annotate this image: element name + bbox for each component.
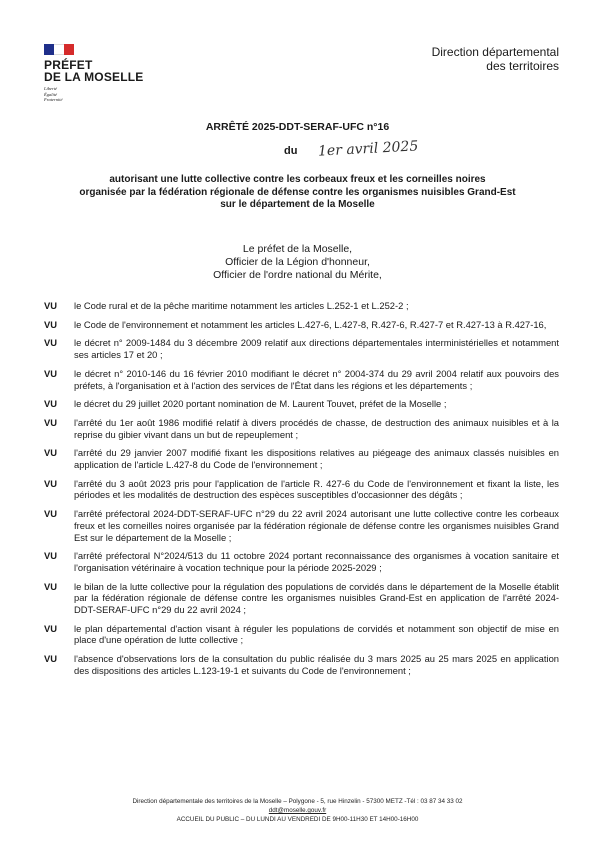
vu-item	[44, 417, 559, 440]
vu-label: VU	[44, 367, 58, 379]
motto-egalite: Égalité	[44, 91, 57, 97]
vu-label: VU	[44, 550, 58, 562]
vu-text: le plan départemental d'action visant à réguler les populations de corvidés et notamment son objectif de mise en place d'une opération de lutte collective ;	[74, 622, 559, 646]
vu-text: l'arrêté préfectoral N°2024/513 du 11 octobre 2024 portant reconnaissance des organismes à vocation sanitaire et l'organisation vétérinaire à vocation technique pour la période 2025-2029 ;	[74, 550, 559, 573]
prefect-line: Le préfet de la Moselle,	[242, 243, 353, 255]
vu-item	[44, 398, 559, 410]
date-prefix: du	[284, 145, 298, 157]
vu-item	[44, 550, 559, 573]
issuing-direction	[432, 45, 559, 73]
prefet-title	[44, 59, 144, 83]
footer-email-link[interactable]: ddt@moselle.gouv.fr	[268, 807, 327, 814]
vu-text: le Code de l'environnement et notamment les articles L.427-6, L.427-8, R.427-6, R.427-7 et R.427-13 à R.427-16,	[74, 318, 547, 330]
vu-text: l'arrêté du 29 janvier 2007 modifié fixant les dispositions relatives au piégeage des animaux classés nuisibles en application de l'article L.427-8 du Code de l'environnement ;	[74, 447, 559, 471]
vu-text: l'absence d'observations lors de la consultation du public réalisée du 3 mars 2025 au 25 mars 2025 en application des dispositions des articles L.123-19-1 et suivants du Code de l'environnement ;	[74, 653, 559, 676]
arrete-subject	[0, 174, 595, 212]
vu-text: le décret n° 2009-1484 du 3 décembre 2009 relatif aux directions départementales interministérielles et notamment ses articles 17 et 20 ;	[74, 337, 559, 361]
prefect-line: Officier de l'ordre national du Mérite,	[213, 269, 382, 281]
footer-address: Direction départementale des territoires de la Moselle – Polygone - 5, rue Hinzelin - 57300 METZ -Tél : 03 87 34 33 02	[132, 798, 463, 805]
vu-item	[44, 447, 559, 470]
prefecture-logo	[44, 44, 144, 103]
vu-item	[44, 478, 559, 501]
footer-hours: ACCUEIL DU PUBLIC – DU LUNDI AU VENDREDI DE 9H00-11H30 ET 14H00-16H00	[176, 816, 419, 823]
vu-item	[44, 319, 559, 331]
vu-text: le décret du 29 juillet 2020 portant nomination de M. Laurent Touvet, préfet de la Moselle ;	[74, 398, 447, 410]
vu-text: le décret n° 2010-146 du 16 février 2010 modifiant le décret n° 2004-374 du 29 avril 2004 relatif aux pouvoirs des préfets, à l'organisation et à l'action des services de l'État dans les régions et les départements ;	[74, 367, 559, 391]
vu-text: l'arrêté du 1er août 1986 modifié relatif à divers procédés de chasse, de destruction des animaux nuisibles et à la reprise du gibier vivant dans un but de repeuplement ;	[74, 416, 559, 440]
subject-line: sur le département de la Moselle	[220, 199, 375, 210]
arrete-title: ARRÊTÉ 2025-DDT-SERAF-UFC n°16	[205, 121, 390, 133]
prefet-line-1: PRÉFET	[44, 58, 93, 72]
vu-label: VU	[44, 300, 58, 311]
vu-item	[44, 300, 559, 312]
prefet-line-2: DE LA MOSELLE	[44, 70, 144, 84]
vu-label: VU	[44, 318, 58, 330]
direction-line-1: Direction départemental	[431, 45, 559, 59]
subject-line: organisée par la fédération régionale de défense contre les organismes nuisibles Grand-Est	[79, 186, 516, 198]
vu-item	[44, 368, 559, 391]
vu-item	[44, 508, 559, 543]
vu-item	[44, 623, 559, 646]
vu-label: VU	[44, 580, 58, 592]
vu-label: VU	[44, 416, 58, 428]
motto-liberte: Liberté	[44, 86, 57, 91]
vu-label: VU	[44, 398, 58, 410]
motto	[44, 86, 144, 103]
subject-line: autorisant une lutte collective contre les corbeaux freux et les corneilles noires	[109, 174, 486, 185]
vu-text: l'arrêté du 3 août 2023 pris pour l'application de l'article R. 427-6 du Code de l'environnement et fixant la liste, les périodes et les modalités de destruction des espèces susceptibles d'occasionner des dégâts ;	[74, 477, 559, 501]
marianne-flag-icon	[44, 44, 74, 55]
handwritten-date: 1er avril 2025	[317, 138, 419, 160]
motto-fraternite: Fraternité	[44, 97, 63, 102]
vu-label: VU	[44, 653, 58, 665]
vu-text: l'arrêté préfectoral 2024-DDT-SERAF-UFC n°29 du 22 avril 2024 autorisant une lutte collective contre les corbeaux freux et les corneilles noires organisée par la fédération régionale de défense contre les organismes nuisibles Grand Est sur le département de la Moselle ;	[74, 508, 559, 543]
vu-item	[44, 337, 559, 360]
vu-label: VU	[44, 337, 58, 349]
prefect-titles	[0, 243, 595, 282]
vu-label: VU	[44, 622, 58, 634]
vu-label: VU	[44, 508, 58, 520]
vu-item	[44, 581, 559, 616]
vu-list	[44, 300, 559, 677]
vu-label: VU	[44, 477, 58, 489]
vu-item	[44, 653, 559, 676]
vu-text: le Code rural et de la pêche maritime notamment les articles L.252-1 et L.252-2 ;	[74, 300, 409, 311]
vu-label: VU	[44, 447, 58, 459]
vu-text: le bilan de la lutte collective pour la régulation des populations de corvidés dans le département de la Moselle établit par la fédération régionale de défense contre les organismes nuisibles Grand-Est en application de l'arrêté 2024-DDT-SERAF-UFC n°29 du 22 avril 2024 ;	[74, 580, 559, 616]
direction-line-2: des territoires	[486, 59, 559, 73]
prefect-line: Officier de la Légion d'honneur,	[225, 256, 370, 268]
page-footer	[0, 797, 595, 824]
